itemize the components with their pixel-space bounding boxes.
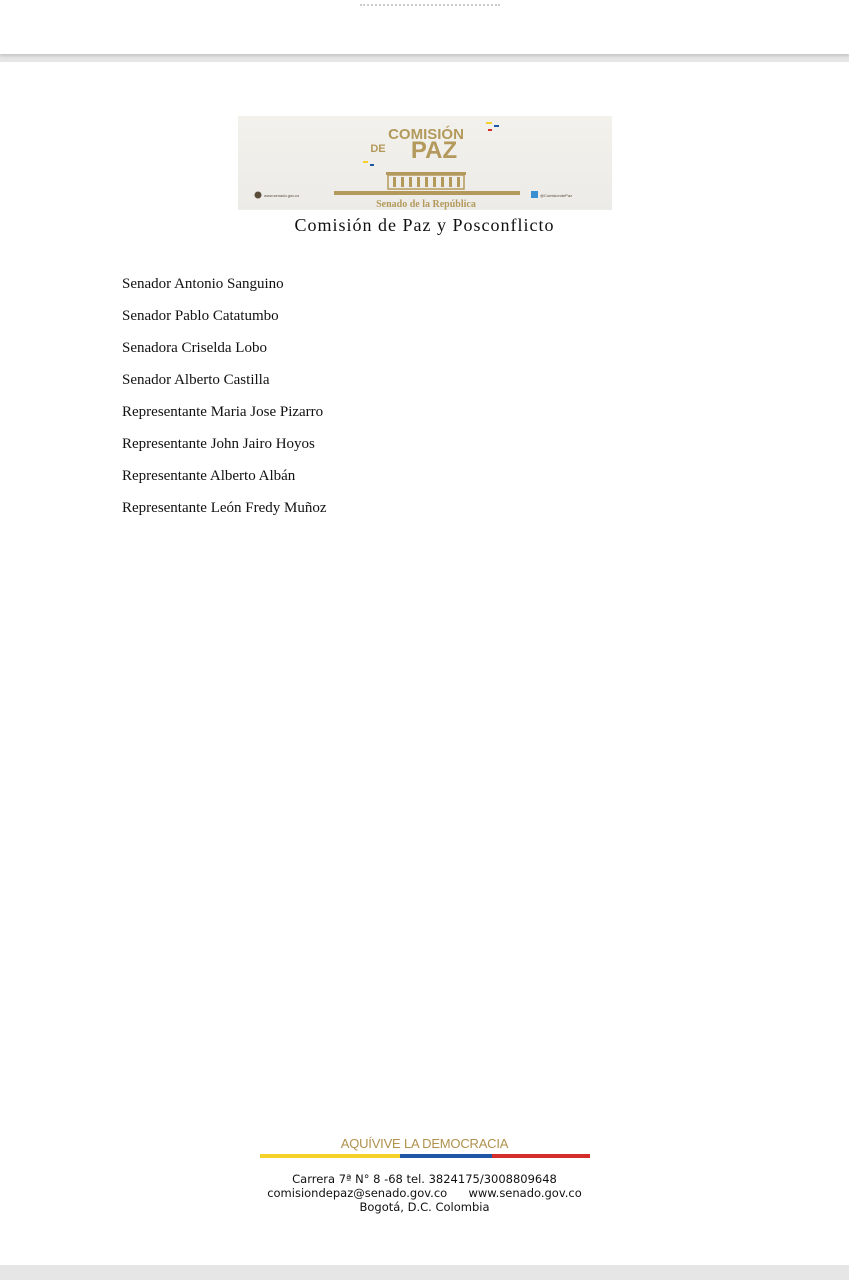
footer-email[interactable]: comisiondepaz@senado.gov.co	[267, 1186, 448, 1200]
logo-left-link: www.senado.gov.co	[264, 193, 300, 198]
member-list	[122, 268, 327, 524]
comision-de-paz-logo	[238, 116, 612, 210]
footer-slogan: AQUÍVIVE LA DEMOCRACIA	[340, 1136, 509, 1151]
web-globe-icon	[255, 192, 262, 199]
twitter-icon	[531, 191, 538, 198]
capitol-building-icon	[334, 172, 520, 195]
list-item: Representante Maria Jose Pizarro	[122, 404, 324, 420]
footer-city: Bogotá, D.C. Colombia	[359, 1200, 490, 1214]
document-page	[0, 62, 849, 1265]
list-item: Representante León Fredy Muñoz	[122, 500, 327, 516]
list-item: Senadora Criselda Lobo	[122, 340, 267, 356]
footer-website[interactable]: www.senado.gov.co	[468, 1186, 582, 1200]
commission-name: Comisión de Paz y Posconflicto	[294, 215, 555, 235]
footer-email-web-line	[0, 1186, 849, 1200]
list-item: Senador Pablo Catatumbo	[122, 308, 279, 324]
footer-contact	[0, 1172, 849, 1214]
list-item: Representante John Jairo Hoyos	[122, 436, 315, 452]
flag-stripe-yellow	[260, 1154, 400, 1158]
flag-stripe-blue	[400, 1154, 492, 1158]
logo-line2-prefix: DE	[370, 143, 386, 155]
flag-stripe-red	[492, 1154, 590, 1158]
list-item: Senador Antonio Sanguino	[122, 276, 284, 292]
colombia-flag-bar	[260, 1154, 590, 1158]
list-item: Senador Alberto Castilla	[122, 372, 270, 388]
logo-line1: COMISIÓN	[388, 126, 464, 143]
logo-line2-main: PAZ	[410, 137, 458, 164]
list-item: Representante Alberto Albán	[122, 468, 296, 484]
footer-address: Carrera 7ª N° 8 -68 tel. 3824175/3008809648	[292, 1172, 557, 1186]
logo-right-handle: @ComisiondePaz	[540, 193, 573, 198]
previous-page-fragment	[0, 0, 849, 54]
cut-off-text	[360, 0, 500, 6]
logo-subtitle: Senado de la República	[376, 199, 476, 210]
